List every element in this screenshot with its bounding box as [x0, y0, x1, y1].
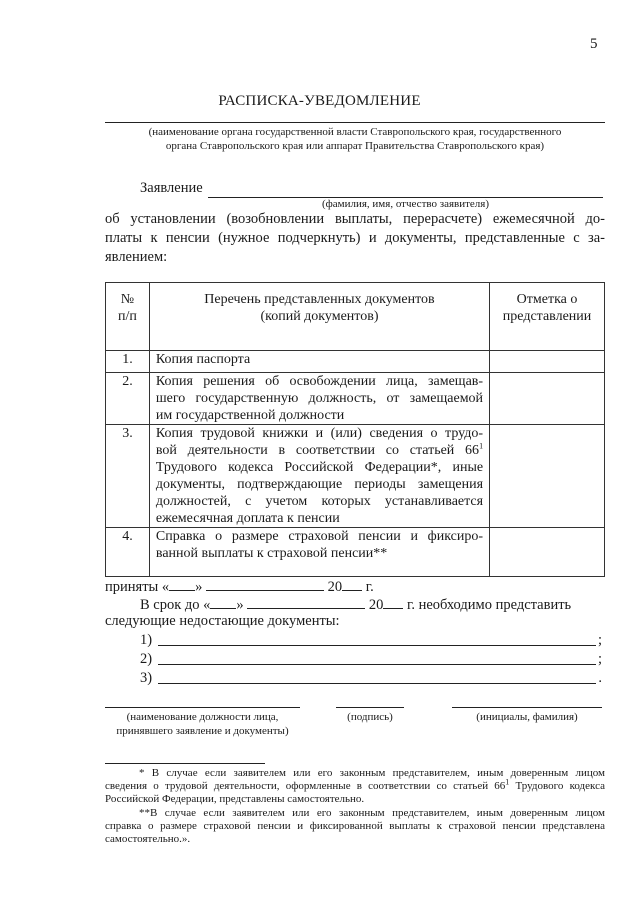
row-document: [149, 373, 489, 425]
list-item: [140, 668, 602, 687]
deadline-line: [140, 594, 571, 614]
row-document-line: документы, подтверждающие периоды замещения: [155, 477, 484, 492]
row-mark-cell[interactable]: [490, 351, 605, 373]
organ-caption-line-1: (наименование органа государственной власти Ставропольского края, государственного: [148, 126, 562, 138]
document-title: РАСПИСКА-УВЕДОМЛЕНИЕ: [218, 93, 421, 109]
table-row: [106, 528, 605, 577]
footnote-separator: [105, 763, 265, 764]
accepted-year-field[interactable]: [342, 576, 362, 591]
deadline-year-prefix: 20: [368, 597, 384, 613]
row-document: [149, 425, 489, 528]
footnote-one-line-2-tail: Трудового кодекса: [509, 780, 605, 792]
position-caption: [105, 711, 300, 738]
header-mark: [490, 283, 605, 351]
footnote-one: [105, 767, 605, 806]
row-document-line: Копия паспорта: [155, 352, 251, 367]
row-mark-cell[interactable]: [490, 425, 605, 528]
organ-caption: [105, 126, 605, 153]
row-number: 1.: [106, 351, 150, 373]
organ-name-line: [105, 122, 605, 123]
accepted-day-field[interactable]: [169, 576, 195, 591]
applicant-name-caption: (фамилия, имя, отчество заявителя): [321, 198, 490, 210]
application-text-line-1: об установлении (возобновлении выплаты, перерасчете) ежемесячной до-: [105, 211, 605, 227]
initials-signature-line[interactable]: [452, 707, 602, 708]
deadline-suffix: г. необходимо представить: [407, 597, 572, 613]
accepted-line: [105, 576, 374, 596]
row-document-line: ежемесячная доплата к пенсии: [155, 511, 340, 526]
signature-line[interactable]: [336, 707, 404, 708]
application-text-line-3: явлением:: [105, 249, 168, 265]
deadline-year-field[interactable]: [383, 594, 403, 609]
footnote-two-line-2: справка о размере страховой пенсии и фиксированной выплаты к страховой пенсии представлена: [105, 820, 605, 832]
header-mark-line-2: представлении: [502, 309, 592, 324]
row-document-line: шего государственную должность, от замещаемой: [155, 391, 484, 406]
footnote-two: [105, 807, 605, 846]
deadline-line-2: следующие недостающие документы:: [105, 613, 340, 629]
row-mark-cell[interactable]: [490, 373, 605, 425]
accepted-mid: »: [195, 579, 203, 595]
table-header-row: [106, 283, 605, 351]
header-documents: [149, 283, 489, 351]
accepted-prefix: приняты «: [105, 579, 170, 595]
list-item-label: 2): [140, 651, 153, 667]
row-number: 4.: [106, 528, 150, 577]
superscript: 1: [505, 777, 510, 787]
row-document-line: Трудового кодекса Российской Федерации*, иные: [155, 460, 484, 475]
position-caption-line-1: (наименование должности лица,: [126, 711, 279, 723]
row-document-line: ванной выплаты к страховой пенсии**: [155, 546, 388, 561]
row-number: 3.: [106, 425, 150, 528]
deadline-month-field[interactable]: [247, 594, 365, 609]
list-item-end: ;: [597, 651, 602, 667]
footnote-two-line-3: самостоятельно.».: [105, 833, 191, 845]
footnote-one-line-3: Российской Федерации, представлены самостоятельно.: [105, 793, 365, 805]
row-document: [149, 351, 489, 373]
header-number-line-1: №: [120, 292, 135, 307]
list-item: [140, 649, 602, 668]
row-mark-cell[interactable]: [490, 528, 605, 577]
deadline-prefix: В срок до «: [140, 597, 211, 613]
application-text: [105, 210, 605, 267]
position-signature-line[interactable]: [105, 707, 300, 708]
footnote-one-line-1: * В случае если заявителем или его законным представителем, иным доверенным лицом: [139, 767, 605, 779]
footnote-one-line-2-text: сведения о трудовой деятельности, оформленные в соответствии со статьей 66: [105, 780, 506, 792]
position-caption-line-2: принявшего заявление и документы): [116, 724, 289, 737]
row-document-line: Копия решения об освобождении лица, замещав-: [155, 374, 484, 389]
list-item-label: 1): [140, 632, 153, 648]
header-number: [106, 283, 150, 351]
missing-docs-list: [140, 630, 602, 687]
row-number: 2.: [106, 373, 150, 425]
row-document: [149, 528, 489, 577]
superscript: 1: [479, 441, 484, 451]
application-text-line-2: платы к пенсии (нужное подчеркнуть) и документы, представленные с за-: [105, 230, 605, 246]
header-mark-line-1: Отметка о: [516, 292, 578, 307]
row-document-line: должностей, с учетом которых устанавливается: [155, 494, 484, 509]
row-document-line: им государственной должности: [155, 408, 345, 423]
row-document-line-with-sup: [156, 442, 483, 459]
deadline-mid: »: [236, 597, 244, 613]
list-item-field[interactable]: [158, 645, 596, 646]
list-item-field[interactable]: [158, 683, 596, 684]
header-documents-line-2: (копий документов): [260, 309, 379, 324]
accepted-month-field[interactable]: [206, 576, 324, 591]
page-number: 5: [590, 36, 598, 52]
documents-table: [105, 282, 605, 577]
list-item-end: ;: [597, 632, 602, 648]
table-row: [106, 425, 605, 528]
list-item: [140, 630, 602, 649]
header-number-line-2: п/п: [118, 309, 137, 324]
list-item-end: .: [598, 670, 602, 686]
footnote-two-line-1: **В случае если заявителем или его законным представителем, иным доверенным лицом: [139, 807, 605, 819]
row-document-line: Справка о размере страховой пенсии и фиксиро-: [155, 529, 484, 544]
signature-caption: (подпись): [347, 711, 393, 723]
list-item-label: 3): [140, 670, 153, 686]
row-document-line: Копия трудовой книжки и (или) сведения о трудо-: [155, 426, 484, 441]
row-document-line: вой деятельности в соответствии со статьей 66: [155, 443, 480, 458]
table-row: [106, 373, 605, 425]
accepted-year-prefix: 20: [327, 579, 343, 595]
list-item-field[interactable]: [158, 664, 596, 665]
table-row: [106, 351, 605, 373]
application-label: Заявление: [140, 180, 203, 196]
footnote-one-line-2: [105, 777, 605, 793]
deadline-day-field[interactable]: [210, 594, 236, 609]
initials-caption: (инициалы, фамилия): [476, 711, 578, 723]
accepted-suffix: г.: [365, 579, 374, 595]
header-documents-line-1: Перечень представленных документов: [204, 292, 435, 307]
organ-caption-line-2: органа Ставропольского края или аппарат Правительства Ставропольского края): [165, 139, 545, 152]
